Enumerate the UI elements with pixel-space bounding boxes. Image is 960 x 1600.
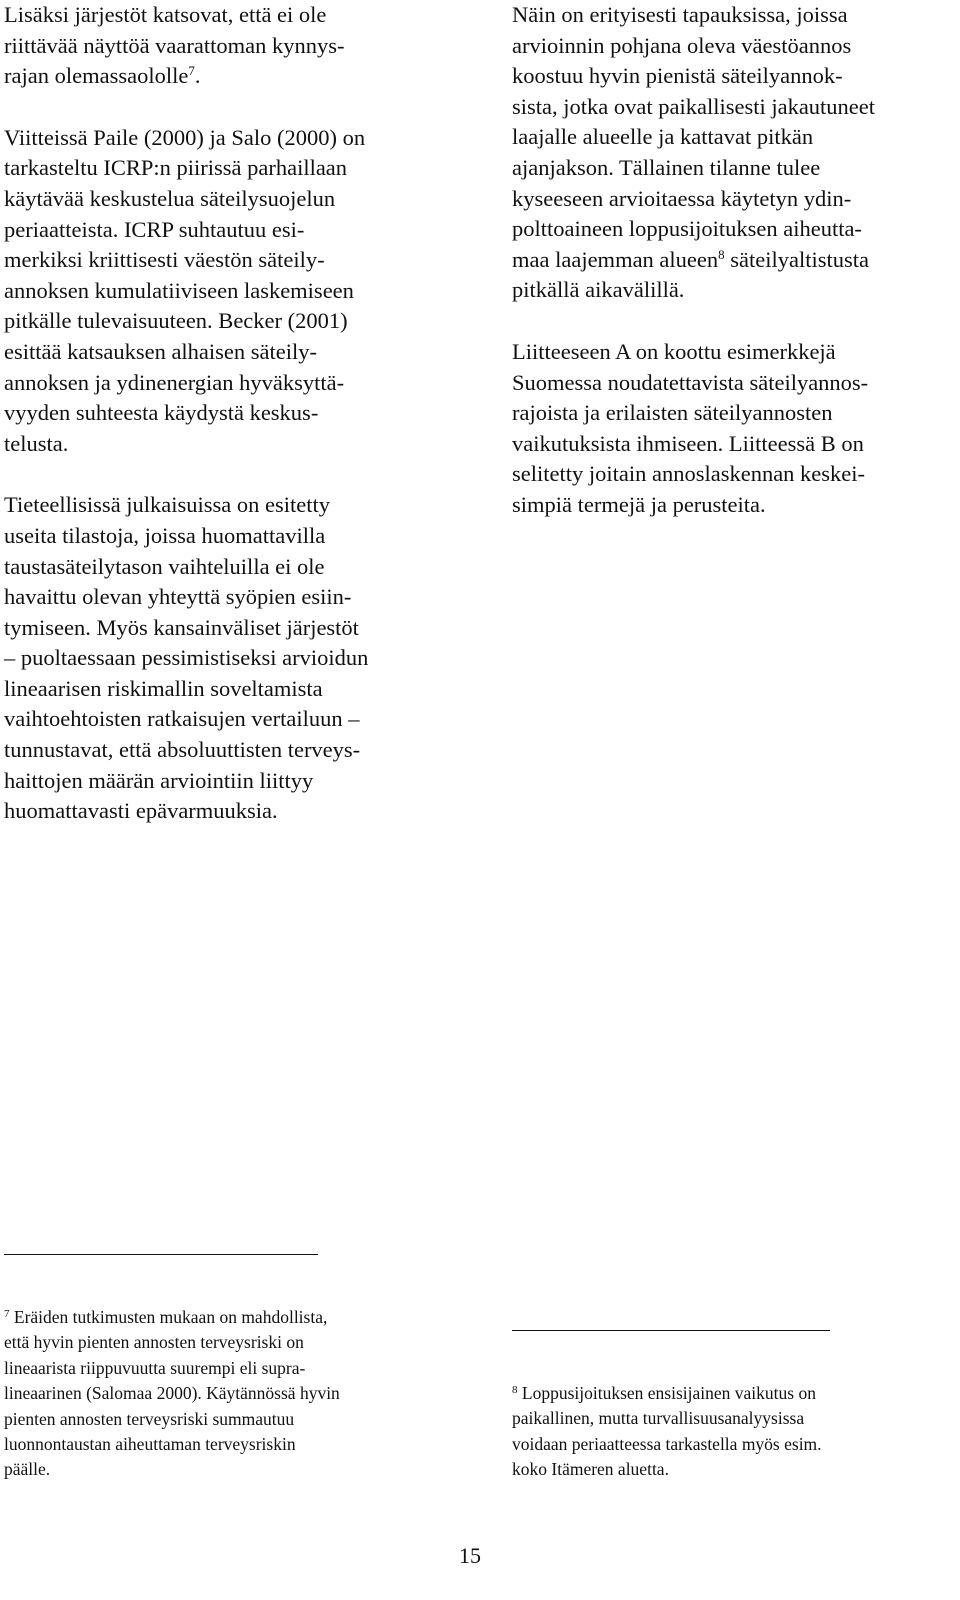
- footnote-7: [4, 1305, 444, 1483]
- line: pitkällä aikavälillä.: [512, 277, 685, 303]
- line: merkiksi kriittisesti väestön säteily-: [4, 247, 325, 273]
- line: tunnustavat, että absoluuttisten terveys-: [4, 737, 361, 763]
- line: – puoltaessaan pessimistiseksi arvioidun: [4, 645, 369, 671]
- line: Suomessa noudatettavista säteilyannos-: [512, 369, 869, 395]
- footnote-separator-left: [4, 1254, 318, 1255]
- line: rajan olemassaololle: [4, 63, 189, 89]
- line: polttoaineen loppusijoituksen aiheutta-: [512, 216, 862, 242]
- line: esittää katsauksen alhaisen säteily-: [4, 338, 318, 364]
- line: useita tilastoja, joissa huomattavilla: [4, 522, 326, 548]
- line: koko Itämeren aluetta.: [512, 1459, 669, 1480]
- paragraph-population-dose: [512, 0, 940, 306]
- line: vaikutuksista ihmiseen. Liitteessä B on: [512, 430, 864, 456]
- line: tymiseen. Myös kansainväliset järjestöt: [4, 614, 359, 640]
- line: Liitteeseen A on koottu esimerkkejä: [512, 338, 836, 364]
- line: rajoista ja erilaisten säteilyannosten: [512, 400, 833, 426]
- line: päälle.: [4, 1459, 51, 1480]
- line: pitkälle tulevaisuuteen. Becker (2001): [4, 308, 348, 334]
- line: pienten annosten terveysriski summautuu: [4, 1408, 295, 1429]
- footnote-separator-right: [512, 1330, 830, 1331]
- line: tarkasteltu ICRP:n piirissä parhaillaan: [4, 155, 348, 181]
- line: haittojen määrän arviointiin liittyy: [4, 767, 314, 793]
- page-number: 15: [459, 1543, 481, 1568]
- line: Eräiden tutkimusten mukaan on mahdollista,: [9, 1307, 328, 1327]
- line: säteilyaltistusta: [724, 246, 869, 272]
- left-column: [4, 0, 432, 827]
- line: laajalle alueelle ja kattavat pitkän: [512, 124, 814, 150]
- line: vyyden suhteesta käydystä keskus-: [4, 400, 319, 426]
- paragraph-icrp-discussion: [4, 123, 432, 460]
- line: Näin on erityisesti tapauksissa, joissa: [512, 2, 848, 27]
- line: lineaarista riippuvuutta suurempi eli supra-: [4, 1357, 306, 1378]
- line: periaatteista. ICRP suhtautuu esi-: [4, 216, 305, 242]
- line: lineaarisen riskimallin soveltamista: [4, 675, 323, 701]
- line: vaihtoehtoisten ratkaisujen vertailuun –: [4, 706, 360, 732]
- paragraph-statistics: [4, 490, 432, 827]
- right-column: [512, 0, 940, 521]
- line: Tieteellisissä julkaisuissa on esitetty: [4, 492, 331, 518]
- line: havaittu olevan yhteyttä syöpien esiin-: [4, 584, 352, 610]
- line: simpiä termejä ja perusteita.: [512, 491, 766, 517]
- line: koostuu hyvin pienistä säteilyannok-: [512, 63, 843, 89]
- line: taustasäteilytason vaihteluilla ei ole: [4, 553, 325, 579]
- line: selitetty joitain annoslaskennan keskei-: [512, 461, 866, 487]
- line: ajanjakson. Tällainen tilanne tulee: [512, 154, 821, 180]
- line: huomattavasti epävarmuuksia.: [4, 798, 278, 824]
- line: paikallinen, mutta turvallisuusanalyysissa: [512, 1408, 805, 1429]
- line-end: .: [194, 63, 201, 89]
- line: että hyvin pienten annosten terveysriski on: [4, 1332, 304, 1353]
- paragraph-appendices: [512, 337, 940, 521]
- line: käytävää keskustelua säteilysuojelun: [4, 185, 336, 211]
- line: Loppusijoituksen ensisijainen vaikutus on: [517, 1383, 816, 1403]
- footnote-8: [512, 1381, 932, 1483]
- line: annoksen kumulatiiviseen laskemiseen: [4, 277, 354, 303]
- line: arvioinnin pohjana oleva väestöannos: [512, 32, 852, 58]
- line: kyseeseen arvioitaessa käytetyn ydin-: [512, 185, 852, 211]
- line: Viitteissä Paile (2000) ja Salo (2000) on: [4, 124, 366, 150]
- line: annoksen ja ydinenergian hyväksyttä-: [4, 369, 345, 395]
- line: telusta.: [4, 430, 69, 456]
- paragraph-thresholds: [4, 0, 432, 92]
- line: riittävää näyttöä vaarattoman kynnys-: [4, 32, 345, 58]
- footnote-number: 7: [4, 1308, 10, 1320]
- line: sista, jotka ovat paikallisesti jakautuneet: [512, 93, 876, 119]
- line: voidaan periaatteessa tarkastella myös esim.: [512, 1433, 822, 1454]
- line: luonnontaustan aiheuttaman terveysriskin: [4, 1434, 296, 1455]
- line: Lisäksi järjestöt katsovat, että ei ole: [4, 2, 327, 27]
- line: lineaarinen (Salomaa 2000). Käytännössä hyvin: [4, 1383, 340, 1404]
- line: maa laajemman alueen: [512, 246, 719, 272]
- footnote-ref-7[interactable]: 7: [188, 63, 195, 79]
- footnote-ref-8[interactable]: 8: [718, 246, 725, 262]
- footnote-number: 8: [512, 1384, 518, 1396]
